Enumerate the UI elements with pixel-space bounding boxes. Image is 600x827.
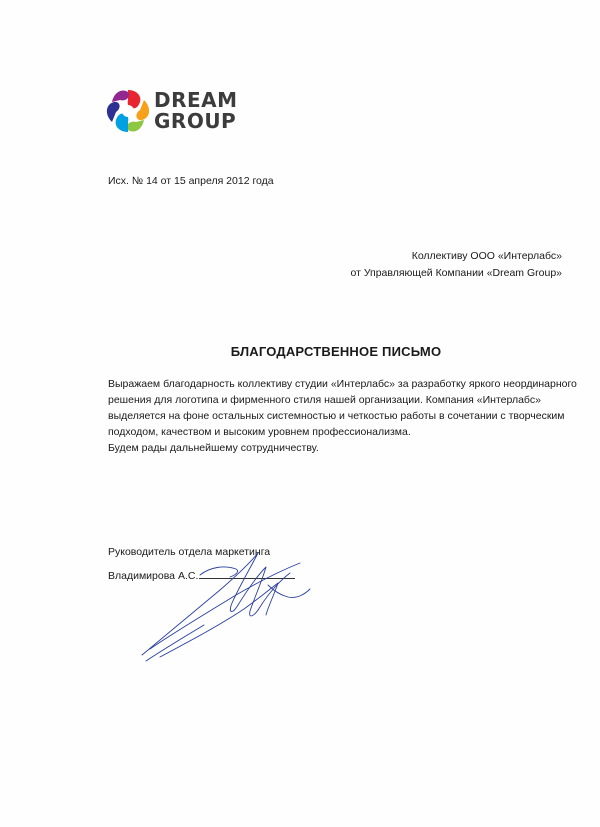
addressee-recipient: Коллективу ООО «Интерлабс» [411,250,562,262]
logo-wordmark-line2: GROUP [154,109,237,133]
logo-wordmark [154,90,238,132]
body-line: Будем рады дальнейшему сотрудничеству. [108,442,319,454]
outgoing-reference: Исх. № 14 от 15 апреля 2012 года [108,175,274,187]
addressee-block [351,248,563,282]
addressee-sender: от Управляющей Компании «Dream Group» [350,267,562,279]
dream-group-logo-mark-icon [104,86,152,136]
letter-body [108,376,578,456]
body-line: выделяется на фоне остальных системностью и четкостью работы в сочетании с творческим [108,410,565,422]
dream-group-logo [104,86,254,136]
signatory-position: Руководитель отдела маркетинга [108,546,271,558]
handwritten-signature [140,545,320,665]
letter-title: БЛАГОДАРСТВЕННОЕ ПИСЬМО [230,344,442,359]
body-line: подходом, качеством и высоким уровнем профессионализма. [108,426,411,438]
signatory-name: Владимирова А.С. [108,570,199,582]
body-line: Выражаем благодарность коллективу студии «Интерлабс» за разработку яркого неординарного [108,378,577,390]
logo-wordmark-line1: DREAM [154,88,238,112]
body-line: решения для логотипа и фирменного стиля нашей организации. Компания «Интерлабс» [108,394,541,406]
